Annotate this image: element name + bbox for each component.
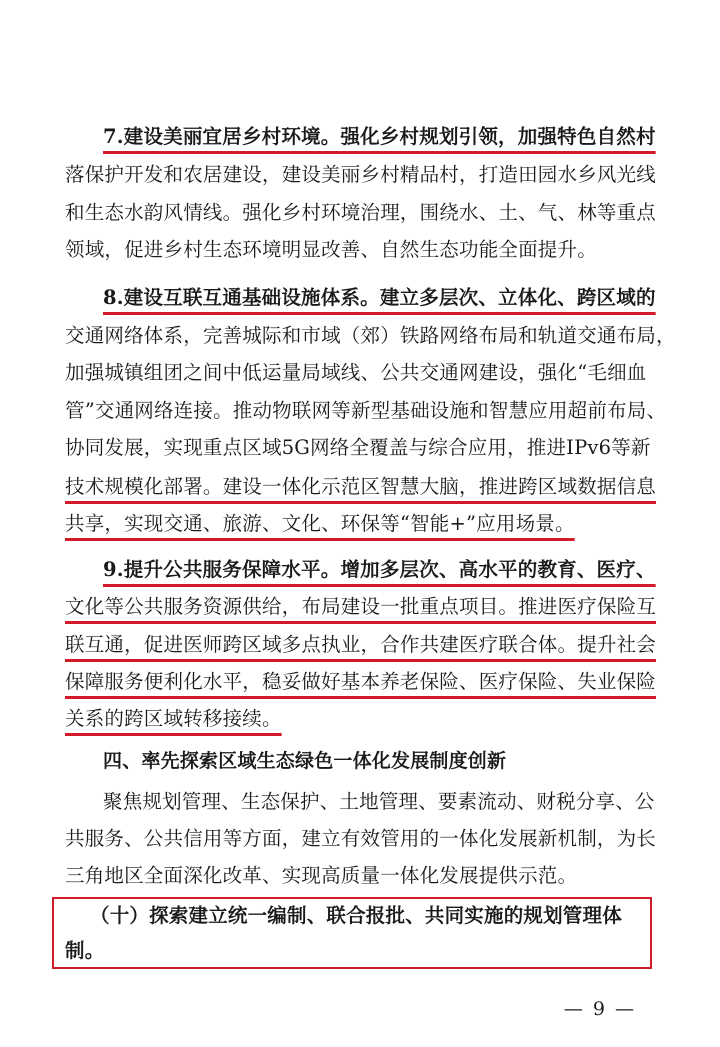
- p9-title: 9.提升公共服务保障水平。增加多层次、高水平的教育、医疗、: [103, 558, 656, 581]
- p8-underlined-line-7: 共享，实现交通、旅游、文化、环保等“智能+”应用场景。: [65, 512, 575, 535]
- p9-underlined-line-3: 联互通，促进医师跨区域多点执业，合作共建医疗联合体。提升社会: [65, 633, 657, 656]
- p7-line-4: 领域，促进乡村生态环境明显改善、自然生态功能全面提升。: [65, 238, 597, 261]
- p8-line-1: [0, 280, 720, 316]
- p8-title: 8.建设互联互通基础设施体系。建立多层次、立体化、跨区域的: [103, 286, 656, 309]
- boxed-item-line-2: 制。: [65, 939, 105, 962]
- p8-underlined-line-6: 技术规模化部署。建设一体化示范区智慧大脑，推进跨区域数据信息: [65, 475, 657, 498]
- section-body-line-1: 聚焦规划管理、生态保护、土地管理、要素流动、财税分享、公: [103, 790, 655, 813]
- p9-line-3: [0, 627, 720, 663]
- section-heading: 四、率先探索区域生态绿色一体化发展制度创新: [103, 750, 507, 772]
- p7-line-3: 和生态水韵风情线。强化乡村环境治理，围绕水、土、气、林等重点: [65, 201, 657, 224]
- p8-line-2: 交通网络体系，完善城际和市域（郊）铁路网络布局和轨道交通布局，: [65, 324, 676, 347]
- p8-line-7: [0, 506, 720, 542]
- p8-line-5: 协同发展，实现重点区域5G网络全覆盖与综合应用，推进IPv6等新: [65, 436, 651, 459]
- p7-line-1: [0, 119, 720, 155]
- p8-line-4: 管”交通网络连接。推动物联网等新型基础设施和智慧应用超前布局、: [65, 399, 667, 422]
- p9-underlined-line-5: 关系的跨区域转移接续。: [65, 707, 282, 730]
- p9-line-1: [0, 552, 720, 588]
- section-body-line-2: 共服务、公共信用等方面，建立有效管用的一体化发展新机制，为长: [65, 827, 657, 850]
- p8-line-3: 加强城镇组团之间中低运量局域线、公共交通网建设，强化“毛细血: [65, 361, 647, 384]
- p9-underlined-line-4: 保障服务便利化水平，稳妥做好基本养老保险、医疗保险、失业保险: [65, 670, 657, 693]
- p9-line-5: [0, 701, 720, 737]
- p9-line-4: [0, 664, 720, 700]
- p8-line-6: [0, 469, 720, 505]
- p7-title: 7.建设美丽宜居乡村环境。强化乡村规划引领，加强特色自然村: [103, 125, 656, 148]
- section-body-line-3: 三角地区全面深化改革、实现高质量一体化发展提供示范。: [65, 864, 578, 887]
- page-number: — 9 —: [563, 998, 636, 1020]
- p7-line-2: 落保护开发和农居建设，建设美丽乡村精品村，打造田园水乡风光线: [65, 163, 657, 186]
- p9-underlined-line-2: 文化等公共服务资源供给，布局建设一批重点项目。推进医疗保险互: [65, 595, 657, 618]
- boxed-item-line-1: （十）探索建立统一编制、联合报批、共同实施的规划管理体: [90, 904, 622, 927]
- p9-line-2: [0, 589, 720, 625]
